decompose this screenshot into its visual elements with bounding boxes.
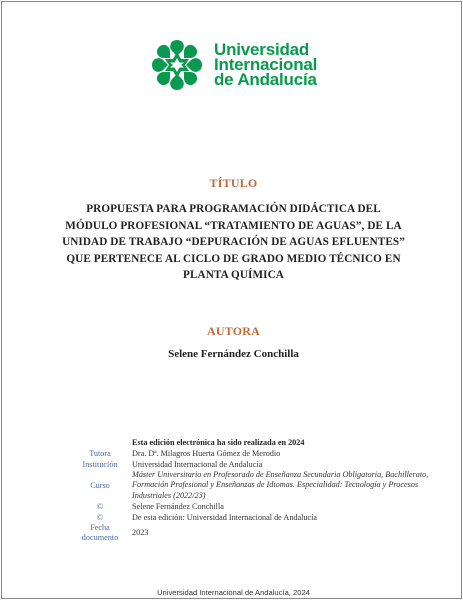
info-key: Institución [82, 459, 118, 469]
page-footer: Universidad Internacional de Andalucía, 2024 [157, 588, 310, 597]
thesis-title: PROPUESTA PARA PROGRAMACIÓN DIDÁCTICA DEL MÓDULO PROFESIONAL “TRATAMIENTO DE AGUAS”, DE LA UNIDAD DE TRABAJO “DEPURACIÓN DE AGUAS EFLUENTES” QUE PERTENECE AL CICLO DE GRADO MEDIO TÉCNICO EN PLANTA QUÍMICA [62, 203, 405, 281]
info-value: 2023 [132, 528, 149, 537]
info-value: Máster Universitario en Profesorado de Enseñanza Secundaria Obligatoria, Bachillerato, Formación Profesional y Enseñanzas de Idiomas. Especialidad: Tecnología y Procesos Industriales (2022/23) [132, 470, 429, 500]
info-value: Dra. Dª. Milagros Huerta Gómez de Merodio [132, 449, 281, 458]
university-logo [150, 38, 320, 92]
university-name: Universidad Internacional de Andalucía [214, 40, 318, 89]
info-value: Universidad Internacional de Andalucía [132, 459, 263, 469]
copyright-symbol: © [96, 502, 104, 511]
copyright-symbol: © [96, 512, 104, 522]
star-logo-icon [150, 38, 204, 92]
author-label: AUTORA [207, 324, 260, 338]
info-key: Tutora [89, 449, 111, 458]
author-name: Selene Fernández Conchilla [168, 348, 299, 360]
title-label: TÍTULO [209, 176, 258, 190]
info-key: Fecha documento [81, 523, 119, 543]
info-value: De esta edición: Universidad Internacional de Andalucía [132, 512, 318, 522]
info-key: Curso [90, 481, 110, 490]
edition-note: Esta edición electrónica ha sido realizada en 2024 [132, 438, 305, 447]
document-page [1, 1, 462, 599]
info-value: Selene Fernández Conchilla [132, 502, 224, 511]
